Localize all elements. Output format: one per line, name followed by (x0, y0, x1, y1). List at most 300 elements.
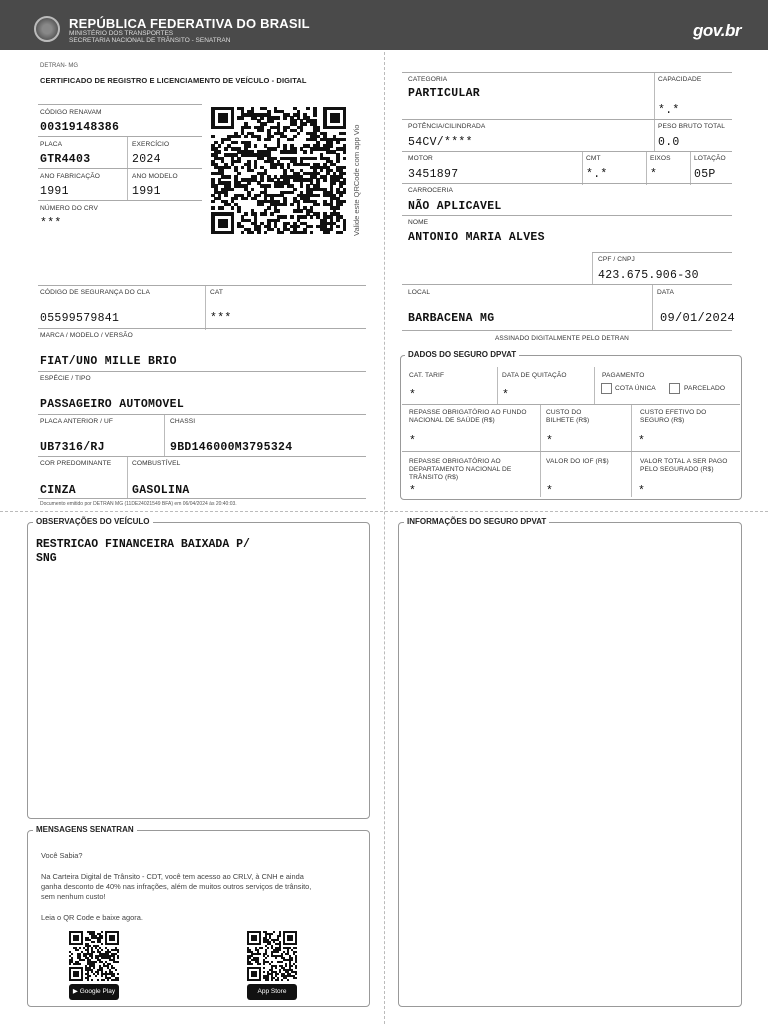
qr-module (300, 209, 304, 212)
peso-value: 0.0 (658, 136, 680, 149)
local-value: BARBACENA MG (408, 312, 495, 325)
qr-module (101, 943, 103, 945)
custo-bilhete-label: CUSTO DO BILHETE (R$) (546, 409, 590, 424)
divider (631, 452, 632, 497)
denatran-value: * (409, 485, 417, 498)
exercicio-value: 2024 (132, 153, 161, 166)
detran-label: DETRAN- MG (40, 63, 78, 69)
qr-module (241, 166, 245, 169)
qr-module (113, 939, 115, 941)
placa-label: PLACA (40, 141, 63, 148)
app-store-label: App Store (257, 988, 287, 995)
nome-value: ANTONIO MARIA ALVES (408, 231, 545, 244)
qr-module (267, 947, 269, 949)
qr-module (87, 979, 89, 981)
qr-module (251, 963, 253, 965)
qr-module (267, 184, 271, 187)
divider (38, 414, 366, 415)
qr-module (93, 941, 95, 943)
qr-module (81, 979, 83, 981)
qr-module (101, 937, 103, 939)
secretariat-label: SECRETARIA NACIONAL DE TRÂNSITO - SENATRAN (69, 37, 231, 44)
chassi-value: 9BD146000M3795324 (170, 441, 293, 454)
qr-module (270, 135, 274, 138)
categoria-value: PARTICULAR (408, 87, 481, 100)
app-store-qr-code[interactable] (247, 931, 297, 981)
qr-module (231, 188, 235, 191)
divider (594, 367, 595, 404)
data-quitacao-value: * (502, 389, 510, 402)
qr-module (231, 206, 235, 209)
qr-module (330, 228, 334, 231)
divider (402, 215, 732, 216)
qr-module (295, 973, 297, 975)
cdt-message: Na Carteira Digital de Trânsito - CDT, você tem acesso ao CRLV, à CNH e ainda ganha desconto de 40% nas infrações, além de muitos outros serviços de trânsito, sem nenhum custo! (41, 872, 312, 901)
qr-module (343, 157, 347, 160)
capacidade-value: *.* (658, 104, 680, 117)
qr-module (290, 203, 294, 206)
qr-module (313, 157, 317, 160)
cpf-label: CPF / CNPJ (598, 256, 635, 263)
local-label: LOCAL (408, 289, 431, 296)
qr-module (264, 212, 268, 215)
pagamento-label: PAGAMENTO (602, 372, 645, 379)
qr-module (231, 126, 235, 129)
qr-module (343, 126, 347, 129)
iof-value: * (546, 485, 554, 498)
iof-label: VALOR DO IOF (R$) (546, 458, 609, 465)
motor-label: MOTOR (408, 155, 433, 162)
qr-module (260, 178, 264, 181)
chassi-label: CHASSI (170, 418, 196, 425)
qr-module (271, 961, 273, 963)
divider (38, 456, 366, 457)
qr-module (343, 228, 347, 231)
qr-module (227, 175, 231, 178)
divider (38, 200, 202, 201)
capacidade-label: CAPACIDADE (658, 76, 702, 83)
divider (127, 457, 128, 498)
divider (654, 120, 655, 152)
qr-module (93, 951, 95, 953)
qr-module (234, 141, 238, 144)
nome-label: NOME (408, 219, 429, 226)
qr-module (263, 963, 265, 965)
divider (38, 328, 366, 329)
custo-efetivo-value: * (638, 435, 646, 448)
cat-tarif-value: * (409, 389, 417, 402)
divider (38, 371, 366, 372)
qr-module (211, 200, 215, 203)
qr-module (221, 206, 225, 209)
custo-efetivo-label: CUSTO EFETIVO DO SEGURO (R$) (640, 409, 707, 424)
exercicio-label: EXERCÍCIO (132, 141, 170, 148)
qr-module (267, 979, 269, 981)
qr-module (257, 138, 261, 141)
cmt-value: *.* (586, 168, 608, 181)
qr-module (211, 135, 215, 138)
dpvat-title: DADOS DO SEGURO DPVAT (405, 350, 519, 359)
observacoes-title: OBSERVAÇÕES DO VEÍCULO (33, 517, 153, 526)
qr-module (83, 959, 85, 961)
qr-module (281, 979, 283, 981)
coat-of-arms-icon (34, 16, 60, 42)
qr-module (221, 141, 225, 144)
qr-module (247, 181, 251, 184)
qr-module (263, 967, 265, 969)
qr-module (277, 209, 281, 212)
qr-module (339, 231, 343, 234)
observacoes-box (27, 522, 370, 819)
senatran-title: MENSAGENS SENATRAN (33, 825, 137, 834)
qr-module (260, 203, 264, 206)
qr-module (277, 144, 281, 147)
divider (497, 367, 498, 404)
qr-module (291, 959, 293, 961)
qr-module (293, 188, 297, 191)
qr-module (336, 219, 340, 222)
qr-module (241, 116, 245, 119)
qr-module (267, 955, 269, 957)
qr-module (283, 203, 287, 206)
divider (38, 498, 366, 499)
observacao-line-1: RESTRICAO FINANCEIRA BAIXADA P/ (36, 538, 250, 551)
qr-module (306, 107, 310, 110)
qr-module (343, 172, 347, 175)
divider (690, 152, 691, 185)
divider (38, 168, 202, 169)
qr-module (280, 184, 284, 187)
qr-module (343, 181, 347, 184)
qr-module (259, 953, 261, 955)
ministry-label: MINISTÉRIO DOS TRANSPORTES (69, 30, 174, 37)
divider (402, 404, 740, 405)
google-play-icon: ▶ (72, 988, 80, 995)
peso-label: PESO BRUTO TOTAL (658, 123, 726, 130)
carroceria-value: NÃO APLICAVEL (408, 200, 502, 213)
qr-module (320, 169, 324, 172)
qr-module (336, 160, 340, 163)
parcelado-checkbox[interactable] (669, 383, 680, 394)
divider (38, 285, 366, 286)
fns-label: REPASSE OBRIGATÓRIO AO FUNDO NACIONAL DE SAÚDE (R$) (409, 409, 527, 424)
ano-fabricacao-value: 1991 (40, 185, 69, 198)
ano-fabricacao-label: ANO FABRICAÇÃO (40, 173, 101, 180)
divider (646, 152, 647, 185)
divider (540, 405, 541, 451)
qr-module (95, 961, 97, 963)
qr-module (277, 116, 281, 119)
qr-module (231, 231, 235, 234)
renavam-label: CÓDIGO RENAVAM (40, 109, 102, 116)
qr-module (265, 957, 267, 959)
custo-bilhete-value: * (546, 435, 554, 448)
qr-module (290, 138, 294, 141)
qr-module (285, 965, 287, 967)
qr-module (254, 144, 258, 147)
qr-module (259, 963, 261, 965)
divider (402, 330, 732, 331)
qr-module (89, 975, 91, 977)
qr-module (211, 206, 215, 209)
qr-module (326, 231, 330, 234)
qr-module (259, 979, 261, 981)
qr-module (117, 973, 119, 975)
qr-module (303, 215, 307, 218)
qr-module (71, 953, 73, 955)
divider (127, 137, 128, 201)
qr-module (300, 184, 304, 187)
observacao-line-2: SNG (36, 552, 57, 565)
qr-module (260, 129, 264, 132)
qr-module (290, 191, 294, 194)
qr-module (339, 203, 343, 206)
fns-value: * (409, 435, 417, 448)
qr-module (273, 931, 275, 933)
lotacao-value: 05P (694, 168, 716, 181)
header-title: REPÚBLICA FEDERATIVA DO BRASIL (69, 16, 310, 31)
qr-module (295, 977, 297, 979)
google-play-label: Google Play (79, 988, 116, 995)
qr-module (247, 144, 251, 147)
qr-module (117, 951, 119, 953)
qr-module (257, 231, 261, 234)
crv-value: *** (40, 217, 62, 230)
qr-module (237, 172, 241, 175)
qr-module (343, 200, 347, 203)
qr-module (274, 147, 278, 150)
data-label: DATA (657, 289, 675, 296)
qr-module (251, 188, 255, 191)
qr-module (280, 231, 284, 234)
divider (592, 252, 732, 253)
qr-module (313, 113, 317, 116)
qr-module (343, 191, 347, 194)
qr-module (303, 150, 307, 153)
divider (540, 452, 541, 497)
fold-line-horizontal (0, 511, 768, 512)
qr-module (69, 963, 71, 965)
qr-module (281, 961, 283, 963)
cat-tarif-label: CAT. TARIF (409, 372, 445, 379)
divider (582, 152, 583, 185)
divider (592, 252, 593, 284)
qr-module (97, 979, 99, 981)
qr-module (77, 975, 79, 977)
qr-module (277, 219, 281, 222)
qr-module (91, 979, 93, 981)
google-play-badge[interactable] (69, 984, 119, 1000)
qr-module (310, 150, 314, 153)
qr-module (267, 138, 271, 141)
cor-label: COR PREDOMINANTE (40, 460, 112, 467)
categoria-label: CATEGORIA (408, 76, 448, 83)
parcelado-label: PARCELADO (684, 385, 726, 392)
qr-module (343, 166, 347, 169)
divider (38, 136, 202, 137)
marca-value: FIAT/UNO MILLE BRIO (40, 355, 177, 368)
ano-modelo-value: 1991 (132, 185, 161, 198)
data-quitacao-label: DATA DE QUITAÇÃO (502, 372, 567, 379)
app-store-badge[interactable] (247, 984, 297, 1000)
document-title: CERTIFICADO DE REGISTRO E LICENCIAMENTO DE VEÍCULO - DIGITAL (40, 76, 307, 85)
potencia-label: POTÊNCIA/CILINDRADA (408, 123, 486, 130)
eixos-label: EIXOS (650, 155, 671, 162)
qr-module (237, 160, 241, 163)
qr-module (101, 975, 103, 977)
qr-module (343, 150, 347, 153)
qr-module (336, 141, 340, 144)
qr-module (251, 169, 255, 172)
fold-line-vertical (384, 52, 385, 1024)
divider (402, 183, 732, 184)
qr-module (218, 144, 222, 147)
lotacao-label: LOTAÇÃO (694, 155, 726, 162)
qr-module (271, 979, 273, 981)
qr-module (270, 228, 274, 231)
govbr-logo[interactable]: gov.br (693, 21, 742, 40)
qr-module (290, 215, 294, 218)
placa-anterior-value: UB7316/RJ (40, 441, 105, 454)
qr-module (336, 206, 340, 209)
qr-module (310, 231, 314, 234)
divider (205, 286, 206, 330)
qr-module (224, 194, 228, 197)
denatran-label: REPASSE OBRIGATÓRIO AO DEPARTAMENTO NACIONAL DE TRÂNSITO (R$) (409, 458, 512, 481)
qr-module (251, 231, 255, 234)
qr-module (224, 119, 228, 122)
divider (654, 73, 655, 119)
qr-module (101, 931, 103, 933)
qr-module (224, 225, 228, 228)
qr-module (244, 135, 248, 138)
qr-module (260, 116, 264, 119)
header-subtitle (69, 30, 230, 44)
cota-unica-label: COTA ÚNICA (615, 385, 656, 392)
motor-value: 3451897 (408, 168, 459, 181)
qr-module (310, 225, 314, 228)
qr-module (79, 963, 81, 965)
cla-value: 05599579841 (40, 312, 120, 325)
qr-module (275, 967, 277, 969)
qr-module (303, 231, 307, 234)
combustivel-value: GASOLINA (132, 484, 190, 497)
placa-value: GTR4403 (40, 153, 91, 166)
qr-module (224, 147, 228, 150)
qr-caption: Valide este QRCode com app Vio (352, 124, 361, 236)
qr-module (255, 939, 257, 941)
marca-label: MARCA / MODELO / VERSÃO (40, 332, 133, 339)
qr-module (339, 194, 343, 197)
qr-module (336, 225, 340, 228)
especie-value: PASSAGEIRO AUTOMOVEL (40, 398, 185, 411)
cat-label: CAT (210, 289, 223, 296)
potencia-value: 54CV/**** (408, 136, 473, 149)
qr-module (237, 209, 241, 212)
qr-module (323, 178, 327, 181)
qr-module (244, 197, 248, 200)
qr-module (218, 150, 222, 153)
qr-module (295, 947, 297, 949)
cota-unica-checkbox[interactable] (601, 383, 612, 394)
qr-module (297, 225, 301, 228)
divider (402, 284, 732, 285)
qr-module (283, 215, 287, 218)
qr-module (336, 119, 340, 122)
divider (164, 415, 165, 456)
divider (38, 104, 202, 105)
divider (631, 405, 632, 451)
qr-module (333, 181, 337, 184)
qr-module (79, 947, 81, 949)
qr-module (247, 126, 251, 129)
total-label: VALOR TOTAL A SER PAGO PELO SEGURADO (R$) (640, 458, 728, 473)
divider (402, 119, 732, 120)
placa-anterior-label: PLACA ANTERIOR / UF (40, 418, 113, 425)
cla-label: CÓDIGO DE SEGURANÇA DO CLA (40, 289, 150, 296)
qr-module (300, 129, 304, 132)
qr-module (244, 212, 248, 215)
qr-module (261, 947, 263, 949)
cat-value: *** (210, 312, 232, 325)
qr-module (291, 939, 293, 941)
validation-qr-code[interactable] (211, 107, 346, 234)
qr-module (270, 119, 274, 122)
cmt-label: CMT (586, 155, 601, 162)
google-play-qr-code[interactable] (69, 931, 119, 981)
qr-module (241, 231, 245, 234)
qr-module (291, 965, 293, 967)
qr-module (277, 979, 279, 981)
qr-module (287, 979, 289, 981)
qr-module (295, 967, 297, 969)
informacoes-dpvat-box (398, 522, 742, 1007)
qr-module (255, 975, 257, 977)
qr-module (275, 957, 277, 959)
qr-module (283, 129, 287, 132)
qr-module (310, 215, 314, 218)
qr-module (271, 933, 273, 935)
qr-module (270, 212, 274, 215)
divider (402, 151, 732, 152)
signed-note: ASSINADO DIGITALMENTE PELO DETRAN (495, 335, 629, 342)
qr-module (264, 122, 268, 125)
eixos-value: * (650, 168, 658, 181)
qr-module (254, 166, 258, 169)
renavam-value: 00319148386 (40, 121, 120, 134)
qr-module (277, 973, 279, 975)
qr-module (257, 194, 261, 197)
qr-module (295, 961, 297, 963)
qr-module (77, 949, 79, 951)
qr-module (103, 979, 105, 981)
qr-module (117, 961, 119, 963)
divider (652, 285, 653, 330)
qr-module (227, 166, 231, 169)
qr-module (343, 138, 347, 141)
qr-module (316, 203, 320, 206)
qr-instruction: Leia o QR Code e baixe agora. (41, 913, 143, 922)
carroceria-label: CARROCERIA (408, 187, 453, 194)
qr-module (267, 206, 271, 209)
header-bar (0, 0, 768, 50)
qr-module (107, 979, 109, 981)
ano-modelo-label: ANO MODELO (132, 173, 178, 180)
qr-module (117, 943, 119, 945)
qr-module (293, 135, 297, 138)
qr-module (295, 951, 297, 953)
qr-module (330, 144, 334, 147)
